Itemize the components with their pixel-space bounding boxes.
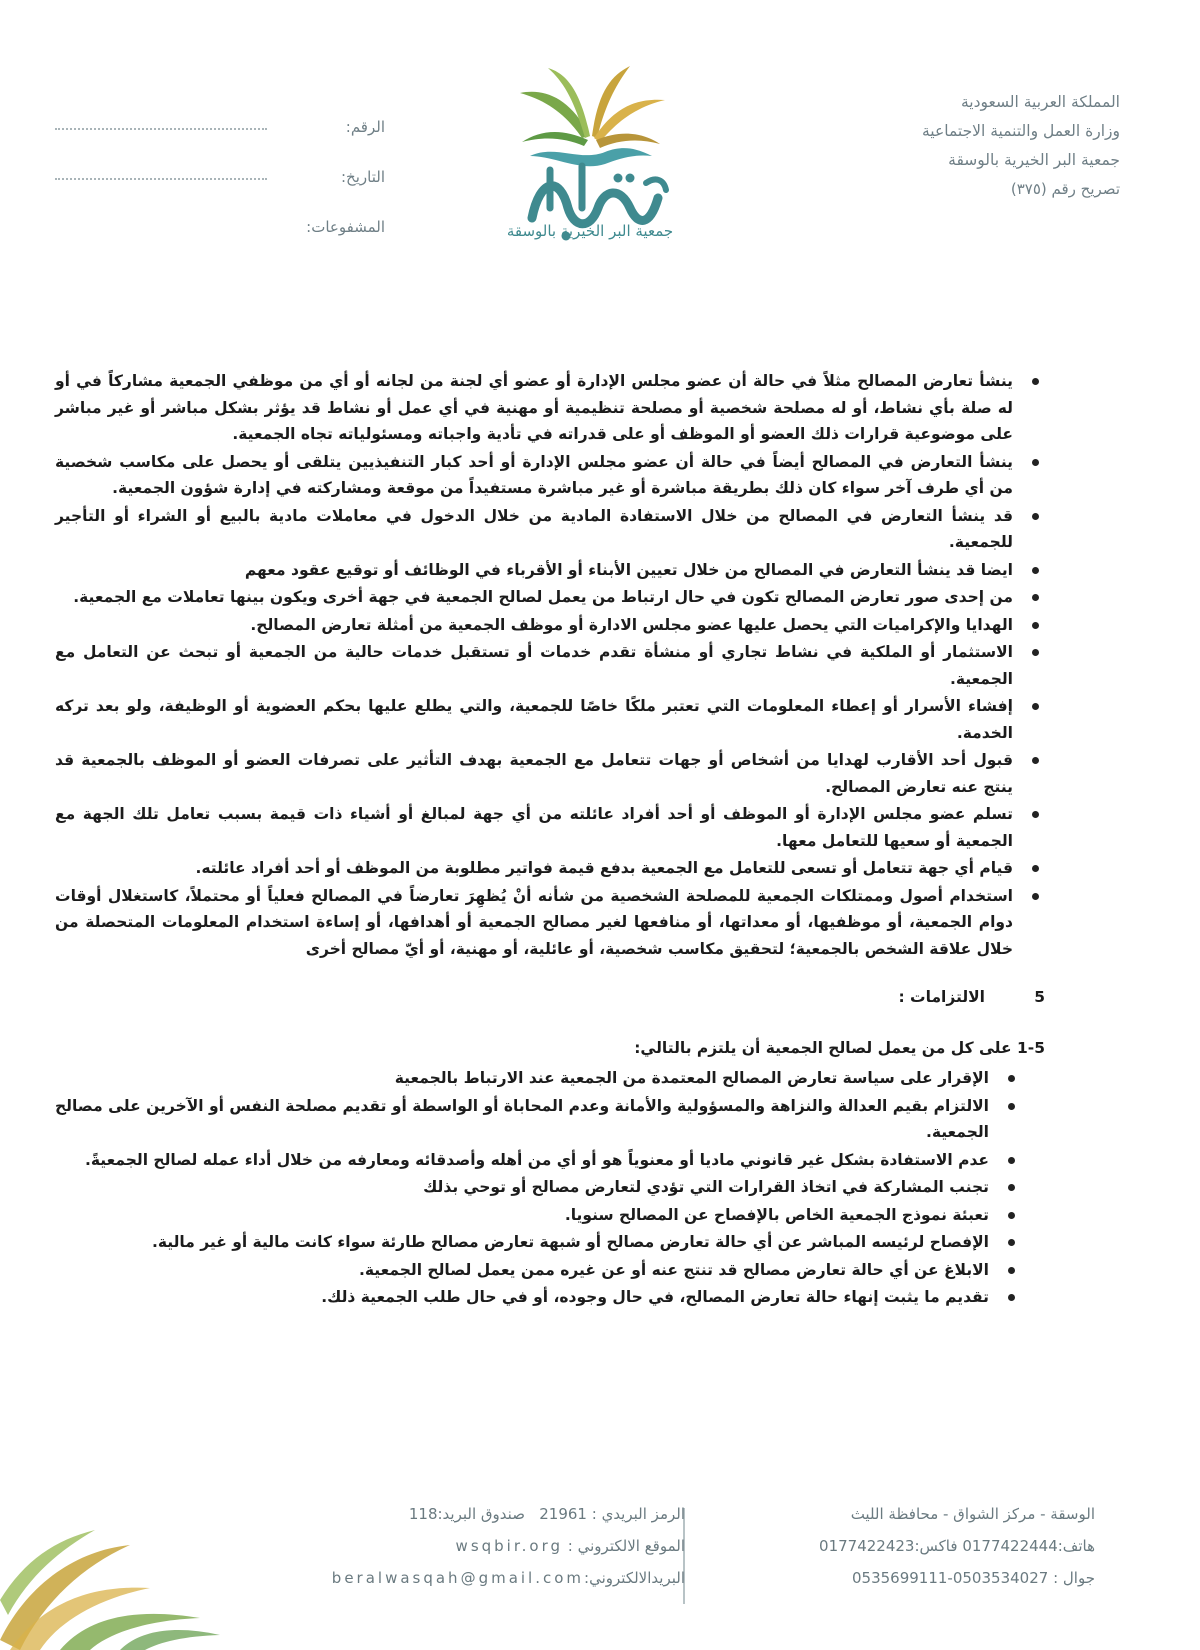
- po-box-label: صندوق البريد:: [437, 1505, 525, 1523]
- bullet-icon: [1032, 811, 1039, 818]
- bullet-icon: [1008, 1075, 1015, 1082]
- conflict-examples-list: [55, 368, 1045, 962]
- list-item-text: ايضا قد ينشأ التعارض في المصالح من خلال تعيين الأبناء أو الأقرباء في الوظائف أو توقيع عقود معهم: [244, 560, 1013, 579]
- phone-label: هاتف:: [1057, 1537, 1095, 1555]
- email-label: البريدالالكتروني:: [584, 1569, 685, 1587]
- bullet-icon: [1032, 594, 1039, 601]
- list-item: [55, 1174, 1045, 1201]
- org-line-permit: تصريح رقم (٣٧٥): [1010, 180, 1120, 198]
- bullet-icon: [1008, 1239, 1015, 1246]
- postal-code-label: الرمز البريدي :: [591, 1505, 685, 1523]
- list-item: [55, 584, 1045, 611]
- postal-code: 21961: [539, 1505, 587, 1523]
- list-item-text: ينشأ التعارض في المصالح أيضاً في حالة أن عضو مجلس الإدارة أو أحد كبار التنفيذيين يتلقى أو يحصل على مكاسب شخصية من أي طرف آخر سواء كان ذلك بطريقة مباشرة أو غير مباشرة مستفيداً من موقعة ومشاركته في إدارة شؤون الجمعية.: [55, 452, 1013, 497]
- logo-caption: جمعية البر الخيرية بالوسقة: [506, 222, 674, 240]
- list-item: [55, 612, 1045, 639]
- org-line-ministry: وزارة العمل والتنمية الاجتماعية: [921, 122, 1120, 140]
- mobile-number: 0535699111-0503534027: [852, 1569, 1049, 1587]
- ref-number-row: [55, 86, 385, 136]
- mobile-label: جوال :: [1053, 1569, 1095, 1587]
- subsection-heading: 1-5 على كل من يعمل لصالح الجمعية أن يلتزم بالتالي:: [634, 1038, 1045, 1057]
- list-item: [55, 1147, 1045, 1174]
- obligations-list: [55, 1065, 1045, 1311]
- org-header: [800, 88, 1120, 204]
- list-item: [55, 1257, 1045, 1284]
- list-item-text: عدم الاستفادة بشكل غير قانوني ماديا أو معنوياً هو أو أي من أهله وأصدقائه ومعارفه من خلال أداء عمله لصالح الجمعيةً.: [84, 1150, 989, 1169]
- list-item-text: الإقرار على سياسة تعارض المصالح المعتمدة من الجمعية عند الارتباط بالجمعية: [394, 1069, 989, 1087]
- list-item: [55, 1229, 1045, 1256]
- list-item-text: الالتزام بقيم العدالة والنزاهة والمسؤولية والأمانة وعدم المحاباة أو الواسطة أو تقديم مصلحة النفس أو الآخرين على مصالح الجمعية.: [55, 1096, 989, 1141]
- bullet-icon: [1008, 1184, 1015, 1191]
- bullet-icon: [1008, 1294, 1015, 1301]
- list-item: [55, 693, 1045, 746]
- bullet-icon: [1032, 893, 1039, 900]
- bullet-icon: [1008, 1267, 1015, 1274]
- list-item-text: قد ينشأ التعارض في المصالح من خلال الاستفادة المادية من خلال الدخول في معاملات مادية بالبيع أو الشراء أو التأجير للجمعية.: [55, 506, 1013, 551]
- fax-number: 0177422423: [819, 1537, 915, 1555]
- section-title: الالتزامات :: [898, 988, 985, 1006]
- ref-attachments-row: [55, 186, 385, 236]
- footer-contact-right: [665, 1498, 1095, 1594]
- bullet-icon: [1032, 757, 1039, 764]
- footer-phone-line: [665, 1530, 1095, 1562]
- list-item: [55, 801, 1045, 854]
- reference-fields: [55, 86, 385, 236]
- ref-date-row: [55, 136, 385, 186]
- palm-fronds-decoration: [0, 1490, 240, 1650]
- bullet-icon: [1008, 1103, 1015, 1110]
- list-item-text: تسلم عضو مجلس الإدارة أو الموظف أو أحد أفراد عائلته من أي جهة لمبالغ أو أشياء ذات قيمة بسبب تعامل تلك الجهة مع الجمعية أو سعيها للتعامل معها.: [55, 805, 1013, 850]
- list-item: [55, 368, 1045, 448]
- bullet-icon: [1032, 378, 1039, 385]
- ref-number-dotted-line: [55, 114, 267, 130]
- ref-attachments-label: المشفوعات:: [306, 218, 385, 236]
- phone-number: 0177422444: [962, 1537, 1058, 1555]
- footer-contact-left: [255, 1498, 685, 1594]
- list-item-text: قبول أحد الأقارب لهدايا من أشخاص أو جهات تتعامل مع الجمعية بهدف التأثير على تصرفات العضو أو الموظف بالجمعية قد ينتج عنه تعارض المصالح.: [55, 751, 1013, 796]
- list-item: [55, 747, 1045, 800]
- list-item-text: قيام أي جهة تتعامل أو تسعى للتعامل مع الجمعية بدفع قيمة فواتير مطلوبة من الموظف أو أحد أفراد عائلته.: [195, 859, 1013, 877]
- footer-postal-line: [255, 1498, 685, 1530]
- org-line-kingdom: المملكة العربية السعودية: [960, 93, 1120, 111]
- list-item: [55, 883, 1045, 963]
- list-item-text: من إحدى صور تعارض المصالح تكون في حال ارتباط من يعمل لصالح الجمعية في جهة أخرى ويكون بينها تعاملات مع الجمعية.: [73, 588, 1013, 606]
- section-heading: [55, 984, 1045, 1011]
- list-item-text: تعبئة نموذج الجمعية الخاص بالإفصاح عن المصالح سنويا.: [564, 1205, 989, 1224]
- footer-address: الوسقة - مركز الشواق - محافظة الليث: [850, 1505, 1095, 1523]
- bullet-icon: [1032, 649, 1039, 656]
- list-item: [55, 1093, 1045, 1146]
- fax-label: فاكس:: [914, 1537, 958, 1555]
- list-item: [55, 1202, 1045, 1229]
- list-item-text: إفشاء الأسرار أو إعطاء المعلومات التي تعتبر ملكًا خاصًا للجمعية، والتي يطلع عليها بحكم العضوية أو الوظيفة، ولو بعد تركه الخدمة.: [55, 697, 1013, 742]
- bullet-icon: [1008, 1157, 1015, 1164]
- list-item-text: استخدام أصول وممتلكات الجمعية للمصلحة الشخصية من شأنه أنْ يُظهِرَ تعارضاً في المصالح فعلياً أو محتملاً، كاستغلال أوقات دوام الجمعية، أو موظفيها، أو معداتها، أو منافعها لغير مصالح الجمعية أو أهدافها، أو إساءة استخدام المعلومات المتحصلة من خلال علاقة الشخص بالجمعية؛ لتحقيق مكاسب شخصية، أو عائلية، أو مهنية، أو أيّ مصالح أخرى: [55, 886, 1013, 958]
- letterhead-footer: [0, 1490, 1200, 1650]
- org-line-association: جمعية البر الخيرية بالوسقة: [948, 151, 1120, 169]
- list-item-text: تجنب المشاركة في اتخاذ القرارات التي تؤدي لتعارض مصالح أو توحي بذلك: [423, 1178, 989, 1196]
- list-item: [55, 1284, 1045, 1311]
- list-item: [55, 1065, 1045, 1092]
- list-item-text: الإفصاح لرئيسه المباشر عن أي حالة تعارض مصالح أو شبهة تعارض مصالح طارئة سواء كانت مالية أو غير مالية.: [152, 1233, 989, 1251]
- list-item-text: تقديم ما يثبت إنهاء حالة تعارض المصالح، في حال وجوده، أو في حال طلب الجمعية ذلك.: [321, 1288, 989, 1306]
- po-box: 118: [408, 1505, 438, 1523]
- list-item: [55, 639, 1045, 692]
- list-item: [55, 557, 1045, 584]
- list-item-text: الابلاغ عن أي حالة تعارض مصالح قد تنتج عنه أو عن غيره ممن يعمل لصالح الجمعية.: [358, 1260, 989, 1279]
- list-item: [55, 503, 1045, 556]
- ref-date-label: التاريخ:: [341, 168, 385, 186]
- section-number: 5: [1034, 988, 1045, 1006]
- document-body: [55, 368, 1045, 1312]
- list-item-text: الاستثمار أو الملكية في نشاط تجاري أو منشأة تقدم خدمات أو تستقبل خدمات حالية من الجمعية أو تبحث عن التعامل مع الجمعية.: [55, 643, 1013, 688]
- email-link[interactable]: beralwasqah@gmail.com: [331, 1569, 585, 1587]
- bullet-icon: [1032, 703, 1039, 710]
- list-item: [55, 855, 1045, 882]
- footer-mobile-line: [665, 1562, 1095, 1594]
- bullet-icon: [1008, 1212, 1015, 1219]
- bullet-icon: [1032, 567, 1039, 574]
- list-item: [55, 449, 1045, 502]
- bullet-icon: [1032, 622, 1039, 629]
- ref-date-dotted-line: [55, 164, 267, 180]
- footer-email-line: [255, 1562, 685, 1594]
- bullet-icon: [1032, 459, 1039, 466]
- website-link[interactable]: wsqbir.org: [455, 1537, 564, 1555]
- list-item-text: الهدايا والإكراميات التي يحصل عليها عضو مجلس الادارة أو موظف الجمعية من أمثلة تعارض المصالح.: [250, 615, 1013, 634]
- website-label: الموقع الالكتروني :: [567, 1537, 685, 1555]
- bullet-icon: [1032, 513, 1039, 520]
- list-item-text: ينشأ تعارض المصالح مثلاً في حالة أن عضو مجلس الإدارة أو عضو أي لجنة من لجانه أو أي من موظفي الجمعية مشاركاً في أو له صلة بأي نشاط، أو له مصلحة شخصية أو مصلحة تنظيمية أو مهنية في أي عمل أو نشاط قد يؤثر بشكل مباشر أو غير مباشر على موضوعية قرارات ذلك العضو أو الموظف أو على قدراته في تأدية واجباته ومسئولياته تجاه الجمعية.: [55, 372, 1013, 443]
- footer-website-line: [255, 1530, 685, 1562]
- bullet-icon: [1032, 865, 1039, 872]
- ref-number-label: الرقم:: [345, 118, 385, 136]
